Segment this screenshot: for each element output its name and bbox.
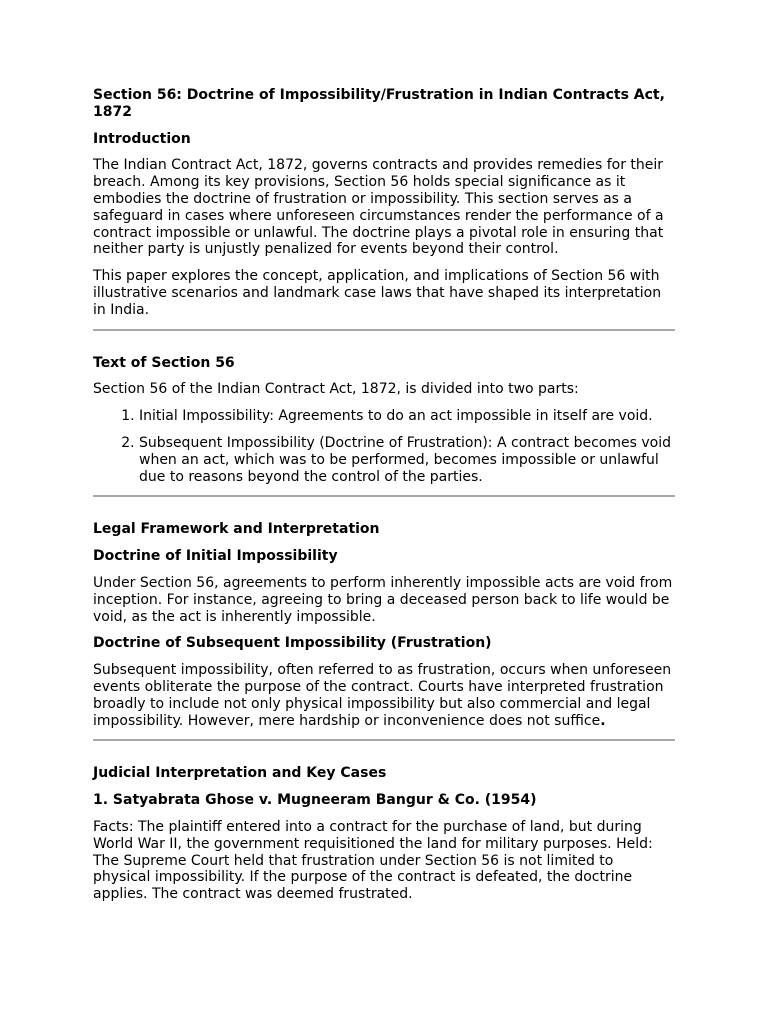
- initial-impossibility-heading: Doctrine of Initial Impossibility: [93, 548, 338, 565]
- introduction-paragraph-1: The Indian Contract Act, 1872, governs contracts and provides remedies for their breach. Among its key provisions, Section 56 holds special significance as it embodies the doctrine of frustration or impossibility. This section serves as a safeguard in cases where unforeseen circumstances render the performance of a contract impossible or unlawful. The doctrine plays a pivotal role in ensuring that neither party is unjustly penalized for events beyond their control.: [93, 157, 664, 258]
- section-divider: [93, 739, 675, 741]
- case-1-text: Facts: The plaintiff entered into a contract for the purchase of land, but during World War II, the government requisitioned the land for military purposes. Held: The Supreme Court held that frustration under Section 56 is not limited to physical impossibility. If the purpose of the contract is defeated, the doctrine applies. The contract was deemed frustrated.: [93, 818, 653, 903]
- framework-heading: Legal Framework and Interpretation: [93, 521, 380, 538]
- list-item: 2. Subsequent Impossibility (Doctrine of Frustration): A contract becomes void when an act, which was to be performed, becomes impossible or unlawful due to reasons beyond the control of the parties.: [139, 435, 675, 485]
- cases-heading: Judicial Interpretation and Key Cases: [93, 765, 387, 782]
- section-divider: [93, 329, 675, 331]
- introduction-heading: Introduction: [93, 130, 191, 147]
- document-title: Section 56: Doctrine of Impossibility/Frustration in Indian Contracts Act, 1872: [93, 87, 665, 120]
- document-body: [93, 87, 675, 913]
- subsequent-impossibility-text: Subsequent impossibility, often referred to as frustration, occurs when unforeseen events obliterate the purpose of the contract. Courts have interpreted frustration broadly to include not only physical impossibility but also commercial and legal impossibility. However, mere hardship or inconvenience does not suffice: [93, 662, 672, 729]
- initial-impossibility-text: Under Section 56, agreements to perform inherently impossible acts are void from inception. For instance, agreeing to bring a deceased person back to life would be void, as the act is inherently impossible.: [93, 574, 673, 625]
- subsequent-impossibility-paragraph: [93, 662, 675, 729]
- case-1-heading: 1. Satyabrata Ghose v. Mugneeram Bangur & Co. (1954): [93, 792, 537, 809]
- subsequent-impossibility-heading: Doctrine of Subsequent Impossibility (Frustration): [93, 635, 492, 652]
- text-of-section-heading: Text of Section 56: [93, 354, 235, 371]
- section-divider: [93, 495, 675, 497]
- list-item: 1. Initial Impossibility: Agreements to do an act impossible in itself are void.: [139, 408, 675, 425]
- section-parts-list: [93, 408, 675, 485]
- introduction-paragraph-2: This paper explores the concept, application, and implications of Section 56 with illustrative scenarios and landmark case laws that have shaped its interpretation in India.: [93, 268, 662, 318]
- text-of-section-lead: Section 56 of the Indian Contract Act, 1872, is divided into two parts:: [93, 381, 579, 398]
- subsequent-impossibility-end: .: [600, 712, 606, 729]
